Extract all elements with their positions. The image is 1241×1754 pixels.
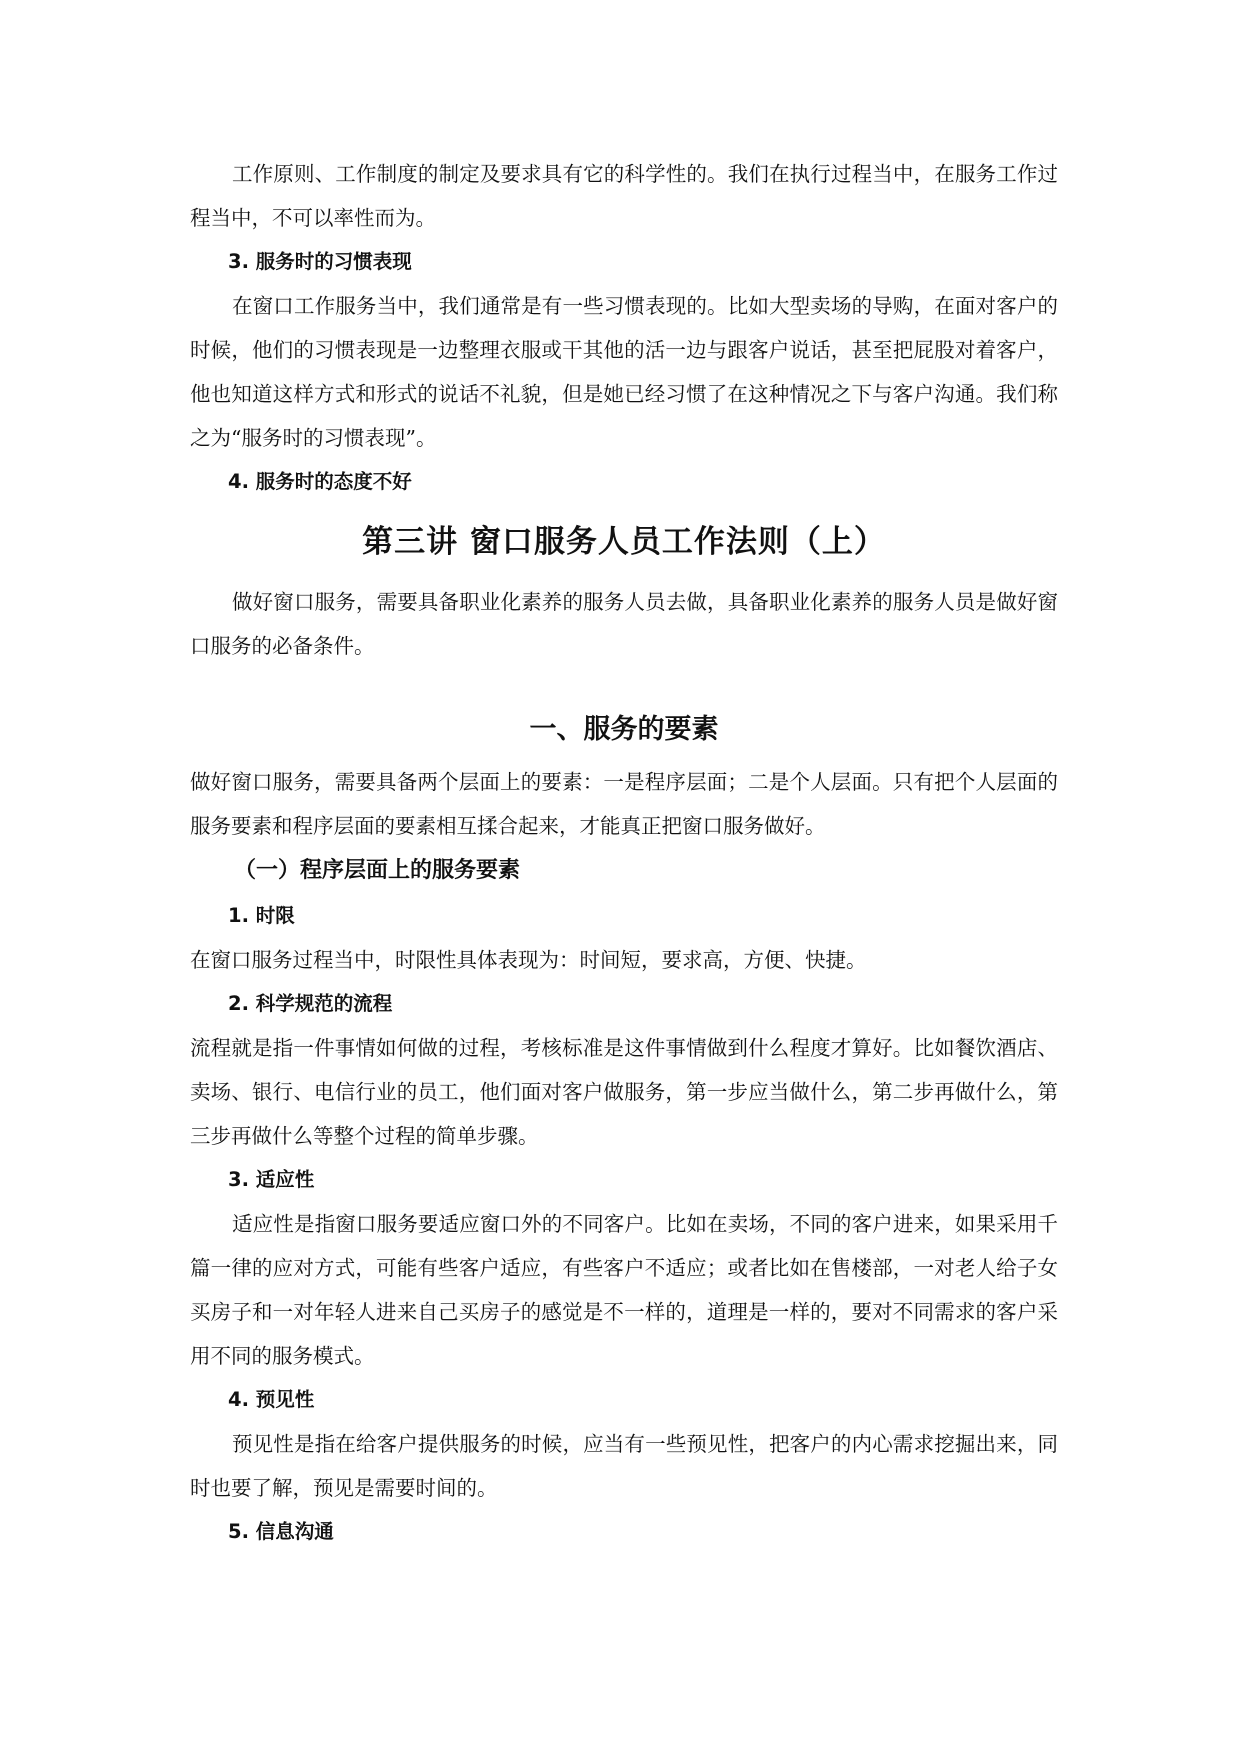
paragraph-time-limit: 在窗口服务过程当中，时限性具体表现为：时间短，要求高，方便、快捷。 — [190, 948, 867, 972]
heading-time-limit: 1. 时限 — [228, 904, 295, 927]
heading-habit-behavior: 3. 服务时的习惯表现 — [228, 250, 412, 273]
heading-bad-attitude: 4. 服务时的态度不好 — [228, 470, 412, 493]
paragraph-adaptability: 适应性是指窗口服务要适应窗口外的不同客户。比如在卖场，不同的客户进来，如果采用千篇一律的应对方式，可能有些客户适应，有些客户不适应；或者比如在售楼部，一对老人给子女买房子和一对年轻人进来自己买房子的感觉是不一样的，道理是一样的，要对不同需求的客户采用不同的服务模式。 — [190, 1212, 1058, 1368]
paragraph-foresight: 预见性是指在给客户提供服务的时候，应当有一些预见性，把客户的内心需求挖掘出来，同时也要了解，预见是需要时间的。 — [190, 1432, 1058, 1500]
paragraph-habit-behavior: 在窗口工作服务当中，我们通常是有一些习惯表现的。比如大型卖场的导购，在面对客户的时候，他们的习惯表现是一边整理衣服或干其他的活一边与跟客户说话，甚至把屁股对着客户，他也知道这样方式和形式的说话不礼貌，但是她已经习惯了在这种情况之下与客户沟通。我们称之为“服务时的习惯表现”。 — [190, 294, 1058, 450]
heading-info-communication: 5. 信息沟通 — [228, 1520, 334, 1543]
paragraph-chapter-intro: 做好窗口服务，需要具备职业化素养的服务人员去做，具备职业化素养的服务人员是做好窗口服务的必备条件。 — [190, 590, 1058, 658]
paragraph-section-intro: 做好窗口服务，需要具备两个层面上的要素：一是程序层面；二是个人层面。只有把个人层面的服务要素和程序层面的要素相互揉合起来，才能真正把窗口服务做好。 — [190, 770, 1058, 838]
document-body — [190, 152, 1058, 1554]
chapter-title: 第三讲 窗口服务人员工作法则（上） — [362, 524, 886, 560]
paragraph-work-principles: 工作原则、工作制度的制定及要求具有它的科学性的。我们在执行过程当中，在服务工作过程当中，不可以率性而为。 — [190, 162, 1058, 230]
subsection-title: （一）程序层面上的服务要素 — [234, 858, 521, 883]
section-title: 一、服务的要素 — [529, 714, 719, 745]
heading-adaptability: 3. 适应性 — [228, 1168, 315, 1191]
heading-foresight: 4. 预见性 — [228, 1388, 315, 1411]
heading-process: 2. 科学规范的流程 — [228, 992, 393, 1015]
paragraph-process: 流程就是指一件事情如何做的过程，考核标准是这件事情做到什么程度才算好。比如餐饮酒店、卖场、银行、电信行业的员工，他们面对客户做服务，第一步应当做什么，第二步再做什么，第三步再做什么等整个过程的简单步骤。 — [190, 1036, 1058, 1148]
